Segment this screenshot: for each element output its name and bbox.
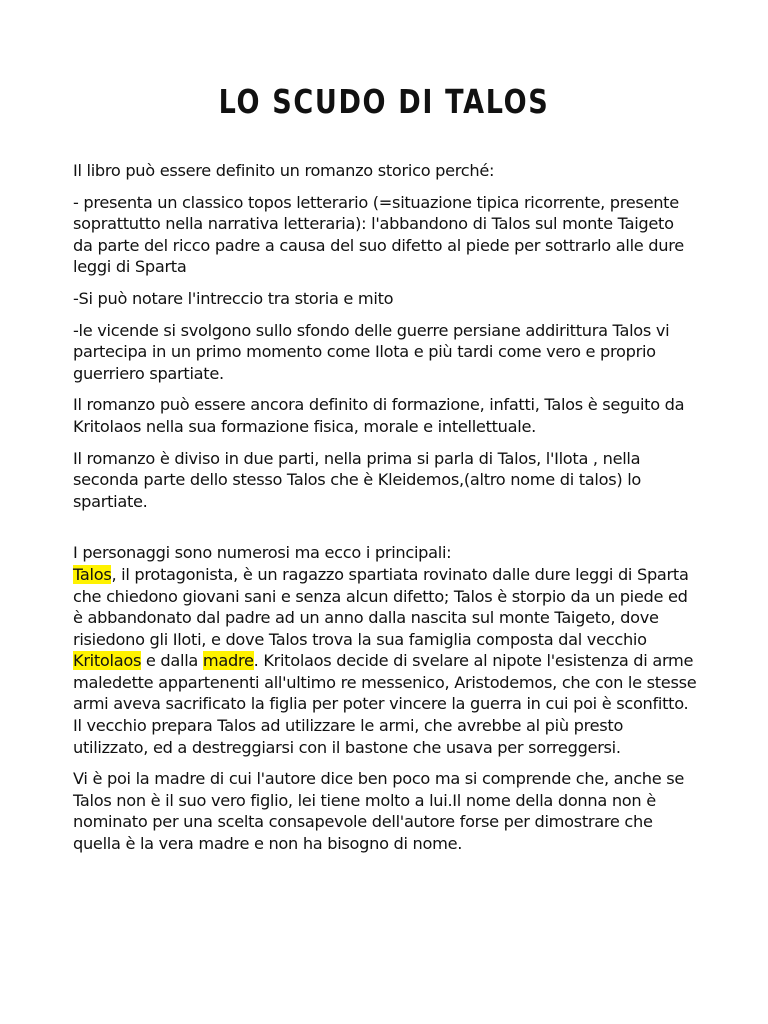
characters-text-2: e dalla: [141, 651, 203, 671]
paragraph-formation: Il romanzo può essere ancora definito di formazione, infatti, Talos è seguito da Kritolaos nella sua formazione fisica, morale e intellettuale.: [73, 395, 685, 436]
characters-text-3: . Kritolaos decide di svelare al nipote l'esistenza di arme maledette appartenenti all'ultimo re messenico, Aristodemos, che con le stesse armi aveva sacrificato la figlia per poter vincere la guerra in cui poi è sconfitto. Il vecchio prepara Talos ad utilizzare le armi, che avrebbe al più presto utilizzato, ed a destreggiarsi con il bastone che usava per sorreggersi.: [73, 651, 697, 757]
highlight-talos: Talos: [73, 564, 112, 584]
characters-text-1: , il protagonista, è un ragazzo spartiata rovinato dalle dure leggi di Sparta che chiedono giovani sani e senza alcun difetto; Talos è storpio da un piede ed è abbandonato dal padre ad un anno dalla nascita sul monte Taigeto, dove risiedono gli Iloti, e dove Talos trova la sua famiglia composta dal vecchio: [73, 564, 689, 649]
paragraph-characters: [73, 542, 698, 758]
highlight-madre: madre: [202, 651, 254, 671]
paragraph-two-parts: Il romanzo è diviso in due parti, nella prima si parla di Talos, l'Ilota , nella seconda parte dello stesso Talos che è Kleidemos,(altro nome di talos) lo spartiate.: [73, 448, 642, 511]
document-body: [73, 160, 698, 865]
paragraph-mother: Vi è poi la madre di cui l'autore dice ben poco ma si comprende che, anche se Talos non è il suo vero figlio, lei tiene molto a lui.Il nome della donna non è nominato per una scelta consapevole dell'autore forse per dimostrare che quella è la vera madre e non ha bisogno di nome.: [73, 769, 685, 854]
page-title: LO SCUDO DI TALOS: [218, 82, 550, 121]
characters-intro: I personaggi sono numerosi ma ecco i principali:: [73, 543, 452, 563]
paragraph-topos: - presenta un classico topos letterario (=situazione tipica ricorrente, presente soprattutto nella narrativa letteraria): l'abbandono di Talos sul monte Taigeto da parte del ricco padre a causa del suo difetto al piede per sottrarlo alle dure leggi di Sparta: [73, 192, 684, 277]
paragraph-intro: Il libro può essere definito un romanzo storico perché:: [73, 161, 495, 180]
paragraph-history-myth: -Si può notare l'intreccio tra storia e mito: [73, 288, 394, 308]
highlight-kritolaos: Kritolaos: [73, 651, 142, 671]
paragraph-persian-wars: -le vicende si svolgono sullo sfondo delle guerre persiane addirittura Talos vi partecipa in un primo momento come Ilota e più tardi come vero e proprio guerriero spartiate.: [73, 320, 670, 383]
